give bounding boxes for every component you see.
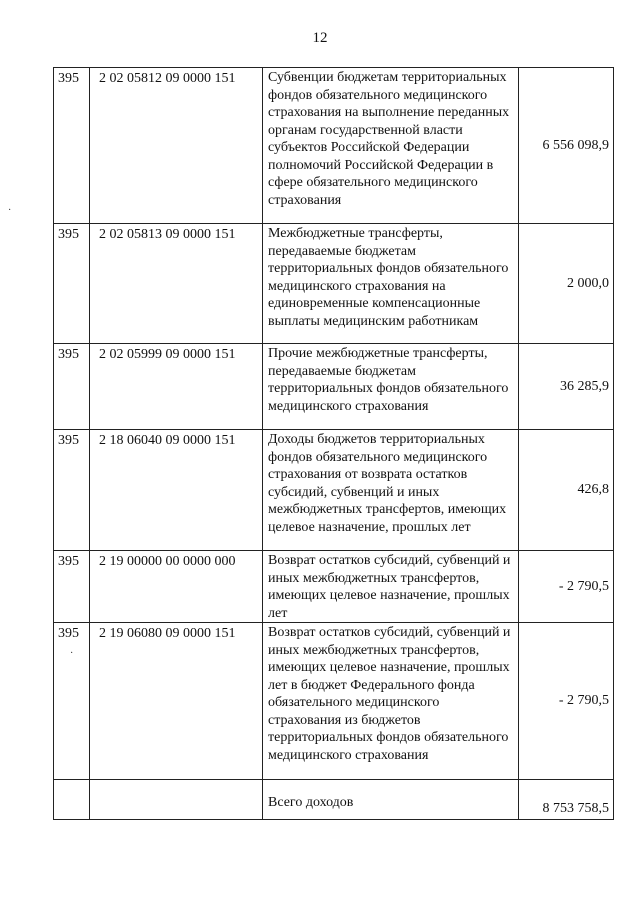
amount-cell: 36 285,9 xyxy=(519,344,614,430)
revenue-name-cell: Возврат остатков субсидий, субвенций и иных межбюджетных трансфертов, имеющих целевое назначение, прошлых лет xyxy=(263,551,519,623)
table-row xyxy=(54,344,614,430)
budget-classification-code-cell: 2 02 05999 09 0000 151 xyxy=(90,344,263,430)
budget-classification-code-cell: 2 02 05813 09 0000 151 xyxy=(90,224,263,344)
revenue-name-cell: Возврат остатков субсидий, субвенций и иных межбюджетных трансфертов, имеющих целевое назначение, прошлых лет в бюджет Федерального фонда обязательного медицинского страхования из бюджетов территориальных фондов обязательного медицинского страхования xyxy=(263,623,519,780)
revenue-name-cell: Доходы бюджетов территориальных фондов обязательного медицинского страхования от возврата остатков субсидий, субвенций и иных межбюджетных трансфертов, имеющих целевое назначение, прошлых лет xyxy=(263,430,519,551)
page-number: 12 xyxy=(312,30,328,46)
amount-cell: - 2 790,5 xyxy=(519,623,614,780)
admin-code-cell: 395 xyxy=(54,68,90,224)
revenue-name-cell: Межбюджетные трансферты, передаваемые бюджетам территориальных фондов обязательного медицинского страхования на единовременные компенсационные выплаты медицинским работникам xyxy=(263,224,519,344)
table-row xyxy=(54,623,614,780)
table-row xyxy=(54,224,614,344)
table-row xyxy=(54,430,614,551)
admin-code-cell: 395 xyxy=(54,430,90,551)
total-amount-cell: 8 753 758,5 xyxy=(519,780,614,820)
admin-code-cell: 395 xyxy=(54,344,90,430)
scan-dot: · xyxy=(70,648,74,659)
budget-classification-code-cell: 2 19 06080 09 0000 151 xyxy=(90,623,263,780)
budget-classification-code-cell: 2 19 00000 00 0000 000 xyxy=(90,551,263,623)
total-label-cell: Всего доходов xyxy=(263,780,519,820)
table-row xyxy=(54,68,614,224)
scan-dot: · xyxy=(8,205,12,216)
admin-code-cell: 395 xyxy=(54,623,90,780)
amount-cell: 2 000,0 xyxy=(519,224,614,344)
table-row xyxy=(54,551,614,623)
empty-cell xyxy=(90,780,263,820)
admin-code-cell: 395 xyxy=(54,551,90,623)
amount-cell: 6 556 098,9 xyxy=(519,68,614,224)
budget-classification-code-cell: 2 02 05812 09 0000 151 xyxy=(90,68,263,224)
total-row xyxy=(54,780,614,820)
amount-cell: 426,8 xyxy=(519,430,614,551)
revenue-name-cell: Субвенции бюджетам территориальных фондов обязательного медицинского страхования на выполнение переданных органам государственной власти субъектов Российской Федерации полномочий Российской Федерации в сфере обязательного медицинского страхования xyxy=(263,68,519,224)
amount-cell: - 2 790,5 xyxy=(519,551,614,623)
admin-code-cell: 395 xyxy=(54,224,90,344)
revenue-name-cell: Прочие межбюджетные трансферты, передаваемые бюджетам территориальных фондов обязательного медицинского страхования xyxy=(263,344,519,430)
empty-cell xyxy=(54,780,90,820)
budget-classification-code-cell: 2 18 06040 09 0000 151 xyxy=(90,430,263,551)
revenue-table xyxy=(53,67,614,820)
